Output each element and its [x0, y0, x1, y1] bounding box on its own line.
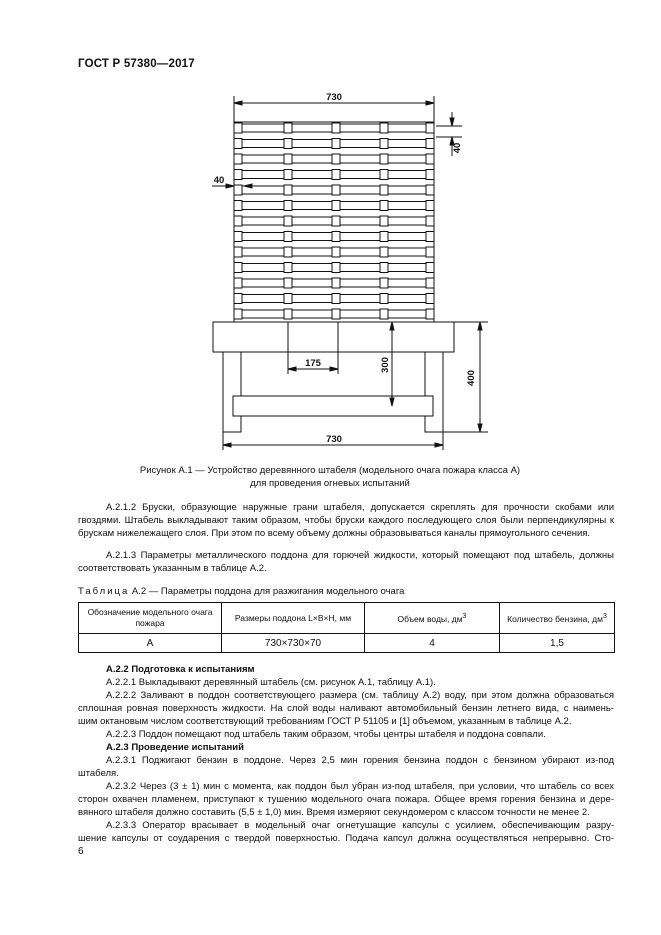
stack-block — [332, 263, 340, 273]
stack-block — [380, 232, 388, 242]
stack-block — [234, 123, 242, 133]
stack-block — [380, 170, 388, 180]
arrow-icon — [288, 367, 296, 371]
stack-block — [332, 278, 340, 288]
stack-block — [234, 139, 242, 149]
document-header: ГОСТ Р 57380—2017 — [78, 58, 195, 70]
stack-block — [426, 278, 434, 288]
stack-block — [284, 185, 292, 195]
stack-block — [426, 154, 434, 164]
stack-block — [234, 170, 242, 180]
stack-block — [426, 263, 434, 273]
stack-block — [234, 294, 242, 304]
stack-block — [426, 309, 434, 319]
stack-block — [426, 170, 434, 180]
stack-block — [332, 294, 340, 304]
dim-label-total-height: 400 — [466, 370, 477, 386]
stack-block — [380, 294, 388, 304]
stack-block — [380, 263, 388, 273]
paragraph-a232-line1: А.2.3.2 Через (3 ± 1) мин с момента, как поддон был убран из-под штабеля, при условии, что штабель со всех — [106, 781, 614, 792]
stack-block — [234, 201, 242, 211]
paragraph-a212: А.2.1.2 Бруски, образующие наружные грани штабеля, допускается скреплять для прочности скобами или гвоздями. Штабель выкладывают таким образом, чтобы бруски каждого последующего слоя были перпендикулярны к брускам нижележащего слоя. При этом по всему объему должны образовываться каналы прямоугольного сечения. — [78, 502, 614, 539]
table-cell: 1,5 — [500, 634, 615, 653]
left-leg — [223, 352, 241, 432]
arrow-icon — [223, 443, 231, 447]
table-header-cell: Количество бензина, $дм^3$ — [500, 603, 615, 634]
arrow-icon — [450, 118, 454, 126]
stack-block — [426, 201, 434, 211]
arrow-icon — [478, 424, 482, 432]
stack-block — [234, 263, 242, 273]
stack-block — [234, 216, 242, 226]
stack-block — [284, 201, 292, 211]
stack-block — [234, 247, 242, 257]
stack-block — [234, 309, 242, 319]
figure-caption-line1: Рисунок А.1 — Устройство деревянного штабеля (модельного очага пожара класса А) — [139, 465, 521, 476]
stack-block — [380, 139, 388, 149]
paragraph-a231-line2: штабеля. — [78, 768, 119, 779]
stack-block — [234, 154, 242, 164]
arrow-icon — [426, 101, 434, 105]
table-header-row — [79, 603, 615, 634]
stack-block — [332, 139, 340, 149]
table-cell: 4 — [365, 634, 500, 653]
table-title — [78, 586, 404, 597]
paragraph-a213: А.2.1.3 Параметры металлического поддона для горючей жидкости, который помещают под штабель, должны соответствовать указанным в таблице А.2. — [78, 550, 614, 574]
stack-block — [426, 185, 434, 195]
dim-label-pan: 175 — [305, 358, 321, 369]
stack-block — [332, 154, 340, 164]
dim-label-bottom: 730 — [326, 434, 342, 445]
arrow-icon — [478, 322, 482, 330]
stack-block — [332, 216, 340, 226]
page-number: 6 — [78, 846, 84, 857]
table-cell: 730×730×70 — [222, 634, 365, 653]
stack-block — [284, 294, 292, 304]
stack-block — [284, 154, 292, 164]
stack-block — [380, 154, 388, 164]
paragraph-a222-line1: А.2.2.2 Заливают в поддон соответствующего размера (см. таблицу А.2) воду, при этом должна образоваться — [106, 690, 614, 701]
stack-block — [380, 216, 388, 226]
paragraph-a221: А.2.2.1 Выкладывают деревянный штабель (см. рисунок А.1, таблицу А.1). — [106, 677, 436, 688]
stack-block — [426, 294, 434, 304]
dim-label-slat: 40 — [452, 142, 463, 154]
arrow-icon — [234, 101, 242, 105]
table-cell: А — [79, 634, 222, 653]
arrow-icon — [330, 367, 338, 371]
stack-block — [426, 247, 434, 257]
stack-block — [426, 139, 434, 149]
dim-label-inner-height: 300 — [380, 357, 391, 373]
table-header-cell: Размеры поддона L×B×H, мм — [222, 603, 365, 634]
stack-block — [284, 309, 292, 319]
table-header-cell: Обозначение модельного очага пожара — [79, 603, 222, 634]
stack-block — [332, 247, 340, 257]
stack-block — [234, 278, 242, 288]
table-header-cell: Объем воды, $дм^3$ — [365, 603, 500, 634]
fuel-tray — [233, 396, 433, 416]
paragraph-a233-line2: шение капсулы от соударения с твердой поверхностью. Подача капсул должна осуществляться непрерывно. Сто- — [78, 833, 614, 844]
stack-block — [332, 232, 340, 242]
stack-block — [284, 263, 292, 273]
pallet-board — [213, 322, 454, 352]
stack-block — [332, 123, 340, 133]
dim-label-gap: 40 — [213, 175, 225, 186]
stack-block — [426, 232, 434, 242]
paragraph-a222-line2: сплошная ровная поверхность жидкости. На слой воды наливают автомобильный бензин летнего вида, с наимень- — [78, 703, 614, 714]
stack-block — [234, 232, 242, 242]
paragraph-a231-line1: А.2.3.1 Поджигают бензин в поддоне. Через 2,5 мин горения бензина поддон с бензином убирают из-под — [106, 755, 614, 766]
paragraph-a232-line3: вянного штабеля должно составить (5,5 ± 1,0) мин. Время измеряют секундомером с классом точности не менее 2. — [78, 807, 590, 818]
section-heading-a23: А.2.3 Проведение испытаний — [106, 742, 244, 753]
section-heading-a22: А.2.2 Подготовка к испытаниям — [106, 664, 255, 675]
arrow-icon — [226, 184, 234, 188]
figure-caption-line2: для проведения огневых испытаний — [250, 478, 410, 489]
stack-block — [332, 170, 340, 180]
arrow-icon — [435, 443, 443, 447]
stack-block — [380, 185, 388, 195]
stack-block — [426, 123, 434, 133]
table-row — [79, 634, 615, 653]
paragraph-a223: А.2.2.3 Поддон помещают под штабель таким образом, чтобы центры штабеля и поддона совпали. — [106, 729, 546, 740]
pan-parameters-table — [78, 602, 615, 653]
stack-block — [234, 185, 242, 195]
stack-block — [284, 139, 292, 149]
stack-slats — [234, 123, 434, 319]
stack-block — [332, 201, 340, 211]
stack-block — [332, 309, 340, 319]
stack-block — [284, 216, 292, 226]
stack-block — [380, 201, 388, 211]
stack-block — [380, 309, 388, 319]
paragraph-a233-line1: А.2.3.3 Оператор врасывает в модельный очаг огнетушащие капсулы с усилием, обеспечивающим разру- — [106, 820, 614, 831]
stack-block — [284, 123, 292, 133]
stack-block — [284, 232, 292, 242]
stack-block — [380, 247, 388, 257]
stack-block — [284, 278, 292, 288]
stack-block — [284, 247, 292, 257]
right-leg — [425, 352, 443, 432]
dim-label-top: 730 — [326, 92, 342, 103]
stack-block — [380, 123, 388, 133]
stack-block — [380, 278, 388, 288]
paragraph-a232-line2: сторон охвачен пламенем, приступают к тушению модельного очага пожара. Общее время горения бензина и дере- — [78, 794, 614, 805]
table-title-rest: А.2 — Параметры поддона для разжигания модельного очага — [131, 586, 405, 597]
stack-block — [284, 170, 292, 180]
paragraph-a222-line3: шим октановым числом соответствующий требованиям ГОСТ Р 51105 и [1] объемом, указанным в таблице А.2. — [78, 716, 572, 727]
stack-block — [426, 216, 434, 226]
table-title-prefix: Таблица — [78, 586, 130, 597]
stack-block — [332, 185, 340, 195]
